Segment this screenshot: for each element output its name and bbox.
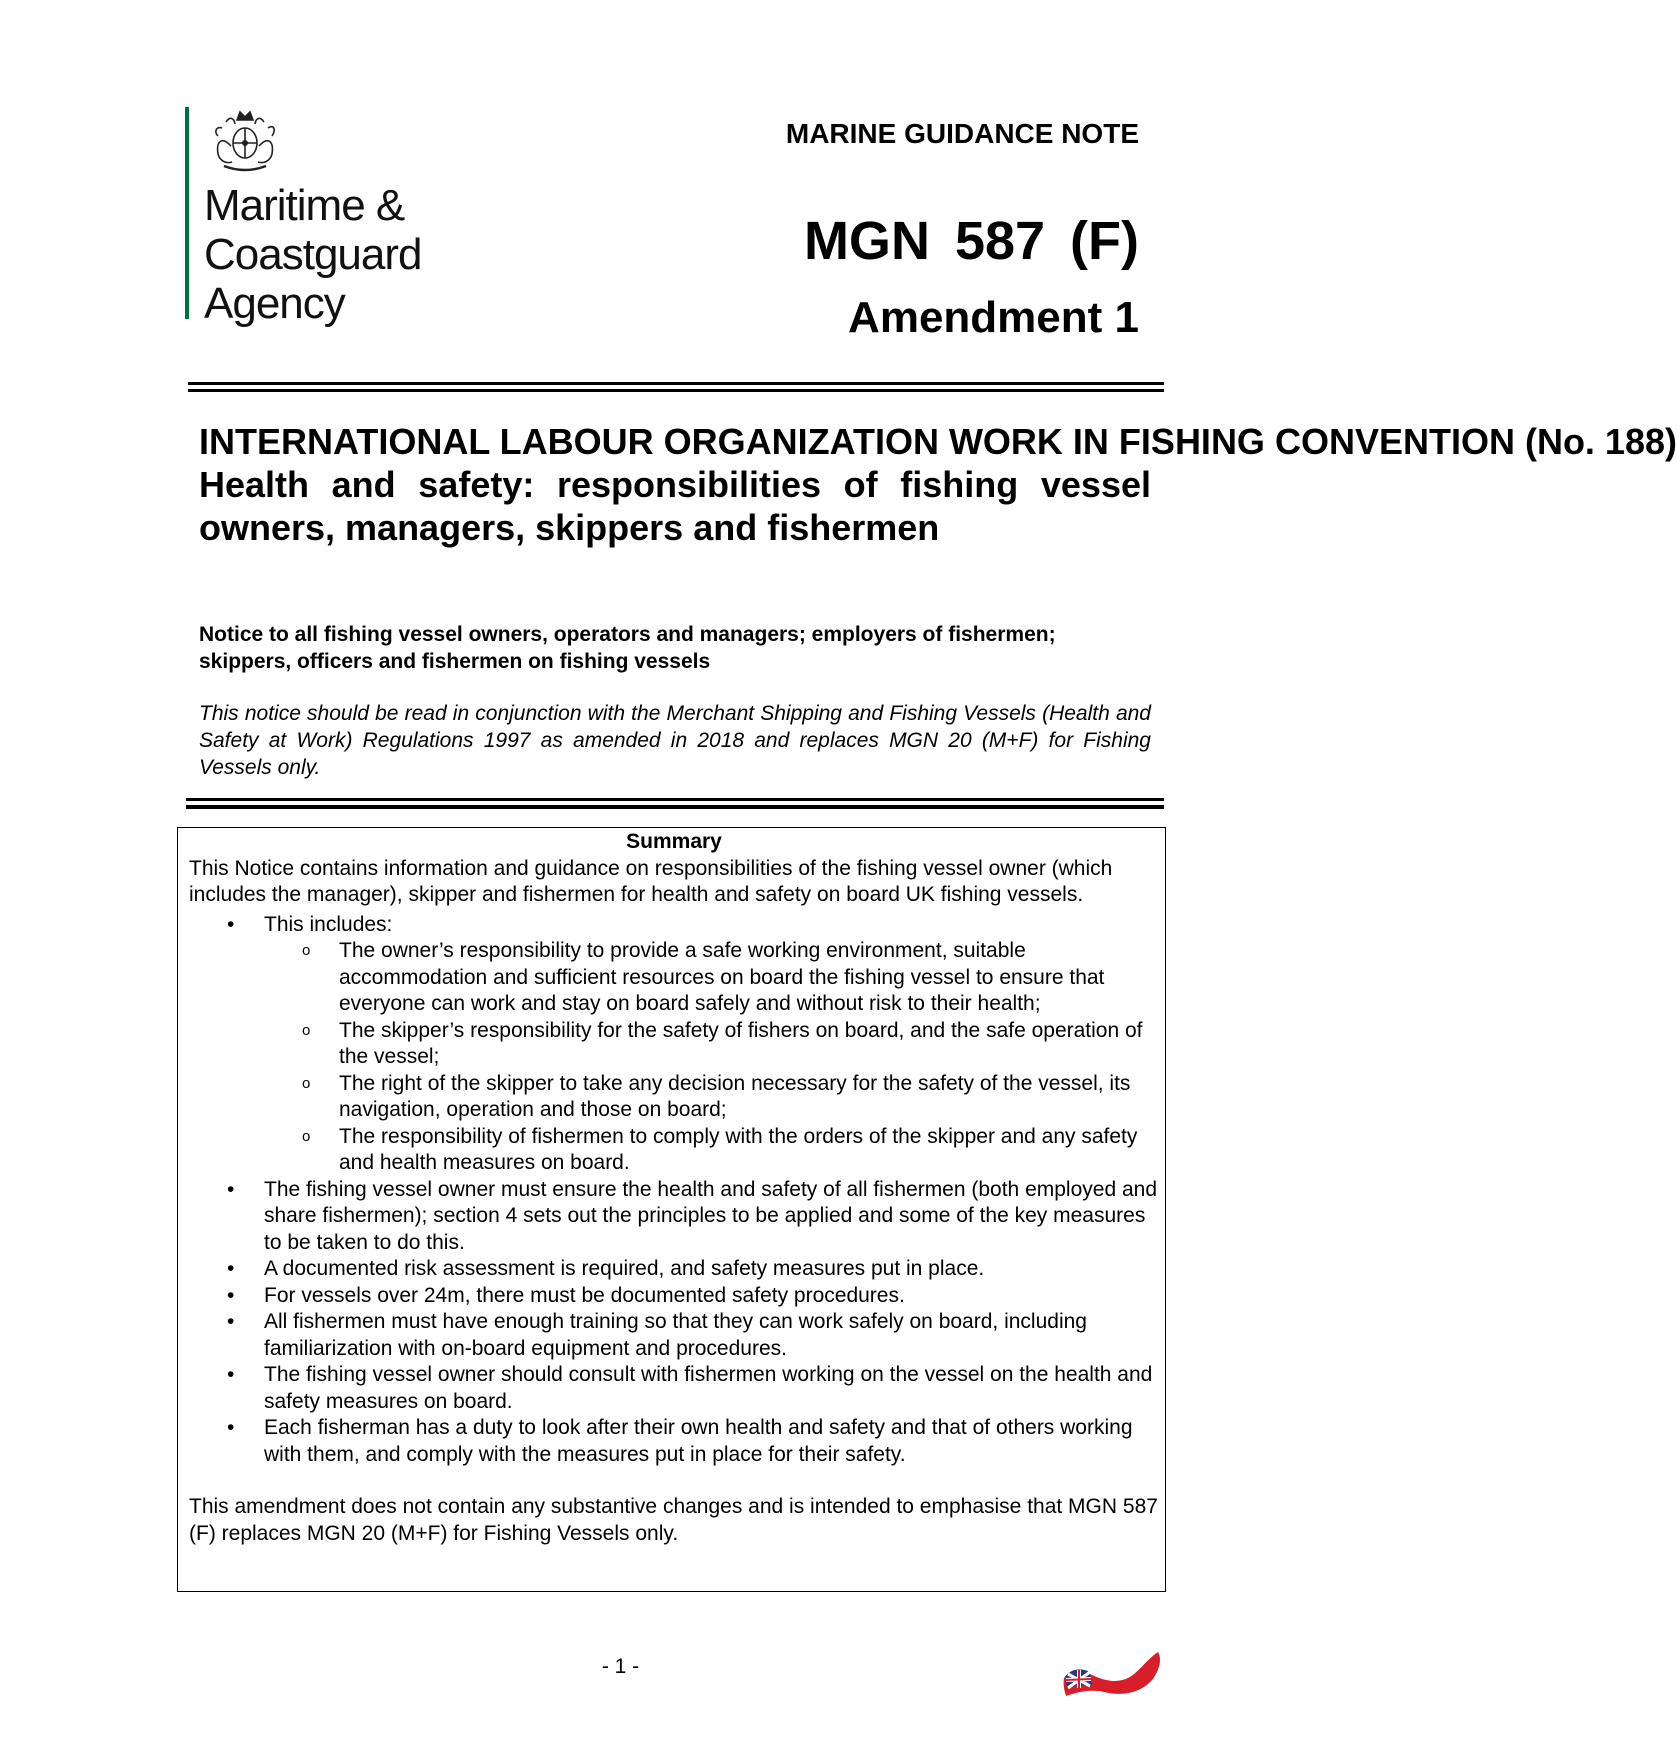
- summary-heading: Summary: [626, 830, 722, 853]
- title-convention: INTERNATIONAL LABOUR ORGANIZATION WORK IN FISHING CONVENTION (No. 188): [199, 421, 1677, 462]
- agency-name: [204, 181, 421, 328]
- list-item: • The fishing vessel owner should consult with fishermen working on the vessel on the health and safety measures on board.: [264, 1362, 1159, 1415]
- list-item: • A documented risk assessment is required, and safety measures put in place.: [264, 1256, 1159, 1283]
- notice-number: MGN 587 (F): [803, 211, 1139, 271]
- page-number: - 1 -: [601, 1655, 640, 1678]
- notice-audience: Notice to all fishing vessel owners, operators and managers; employers of fishermen; skippers, officers and fishermen on fishing vessels: [199, 623, 1056, 673]
- intro-divider: [186, 798, 1164, 809]
- list-item: • For vessels over 24m, there must be documented safety procedures.: [264, 1283, 1159, 1310]
- summary-intro: This Notice contains information and guidance on responsibilities of the fishing vessel owner (which includes the manager), skipper and fishermen for health and safety on board UK fishing vessels.: [189, 856, 1113, 906]
- conjunction-note: This notice should be read in conjunction with the Merchant Shipping and Fishing Vessels (Health and Safety at Work) Regulations 1997 as amended in 2018 and replaces MGN 20 (M+F) for Fishing Vessels only.: [199, 702, 1151, 779]
- list-item: • All fishermen must have enough training so that they can work safely on board, including familiarization with on-board equipment and procedures.: [264, 1309, 1159, 1362]
- document-title: [199, 420, 1677, 549]
- royal-crest-icon: [204, 106, 286, 176]
- agency-name-line-2: Coastguard: [204, 230, 422, 279]
- notice-type: MARINE GUIDANCE NOTE: [785, 118, 1139, 149]
- summary-content: [189, 829, 1159, 1547]
- summary-bullet-list: [189, 912, 1159, 1469]
- agency-name-line-1: Maritime &: [204, 181, 405, 230]
- red-ensign-flag-icon: [1060, 1648, 1164, 1698]
- amendment-label: Amendment 1: [848, 293, 1139, 342]
- includes-label: This includes:: [264, 912, 393, 936]
- agency-name-line-3: Agency: [204, 279, 345, 328]
- list-item: • The fishing vessel owner must ensure the health and safety of all fishermen (both employed and share fishermen); section 4 sets out the principles to be applied and some of the key measures to be taken to do this.: [264, 1177, 1159, 1257]
- summary-sub-list: [264, 938, 1159, 1177]
- list-item: • Each fisherman has a duty to look after their own health and safety and that of others working with them, and comply with the measures put in place for their safety.: [264, 1415, 1159, 1468]
- sub-list-item: o The responsibility of fishermen to comply with the orders of the skipper and any safety and health measures on board.: [339, 1124, 1159, 1177]
- summary-closing: This amendment does not contain any substantive changes and is intended to emphasise that MGN 587 (F) replaces MGN 20 (M+F) for Fishing Vessels only.: [189, 1495, 1158, 1545]
- sub-list-item: o The right of the skipper to take any decision necessary for the safety of the vessel, its navigation, operation and those on board;: [339, 1071, 1159, 1124]
- sub-list-item: o The skipper’s responsibility for the safety of fishers on board, and the safe operation of the vessel;: [339, 1018, 1159, 1071]
- header-divider: [188, 382, 1164, 392]
- list-item: [264, 912, 1159, 1177]
- sub-list-item: o The owner’s responsibility to provide a safe working environment, suitable accommodation and sufficient resources on board the fishing vessel to ensure that everyone can work and stay on board safely and without risk to their health;: [339, 938, 1159, 1018]
- title-subject: Health and safety: responsibilities of fishing vessel owners, managers, skippers and fishermen: [199, 464, 1151, 548]
- agency-logo-bar: [185, 107, 189, 319]
